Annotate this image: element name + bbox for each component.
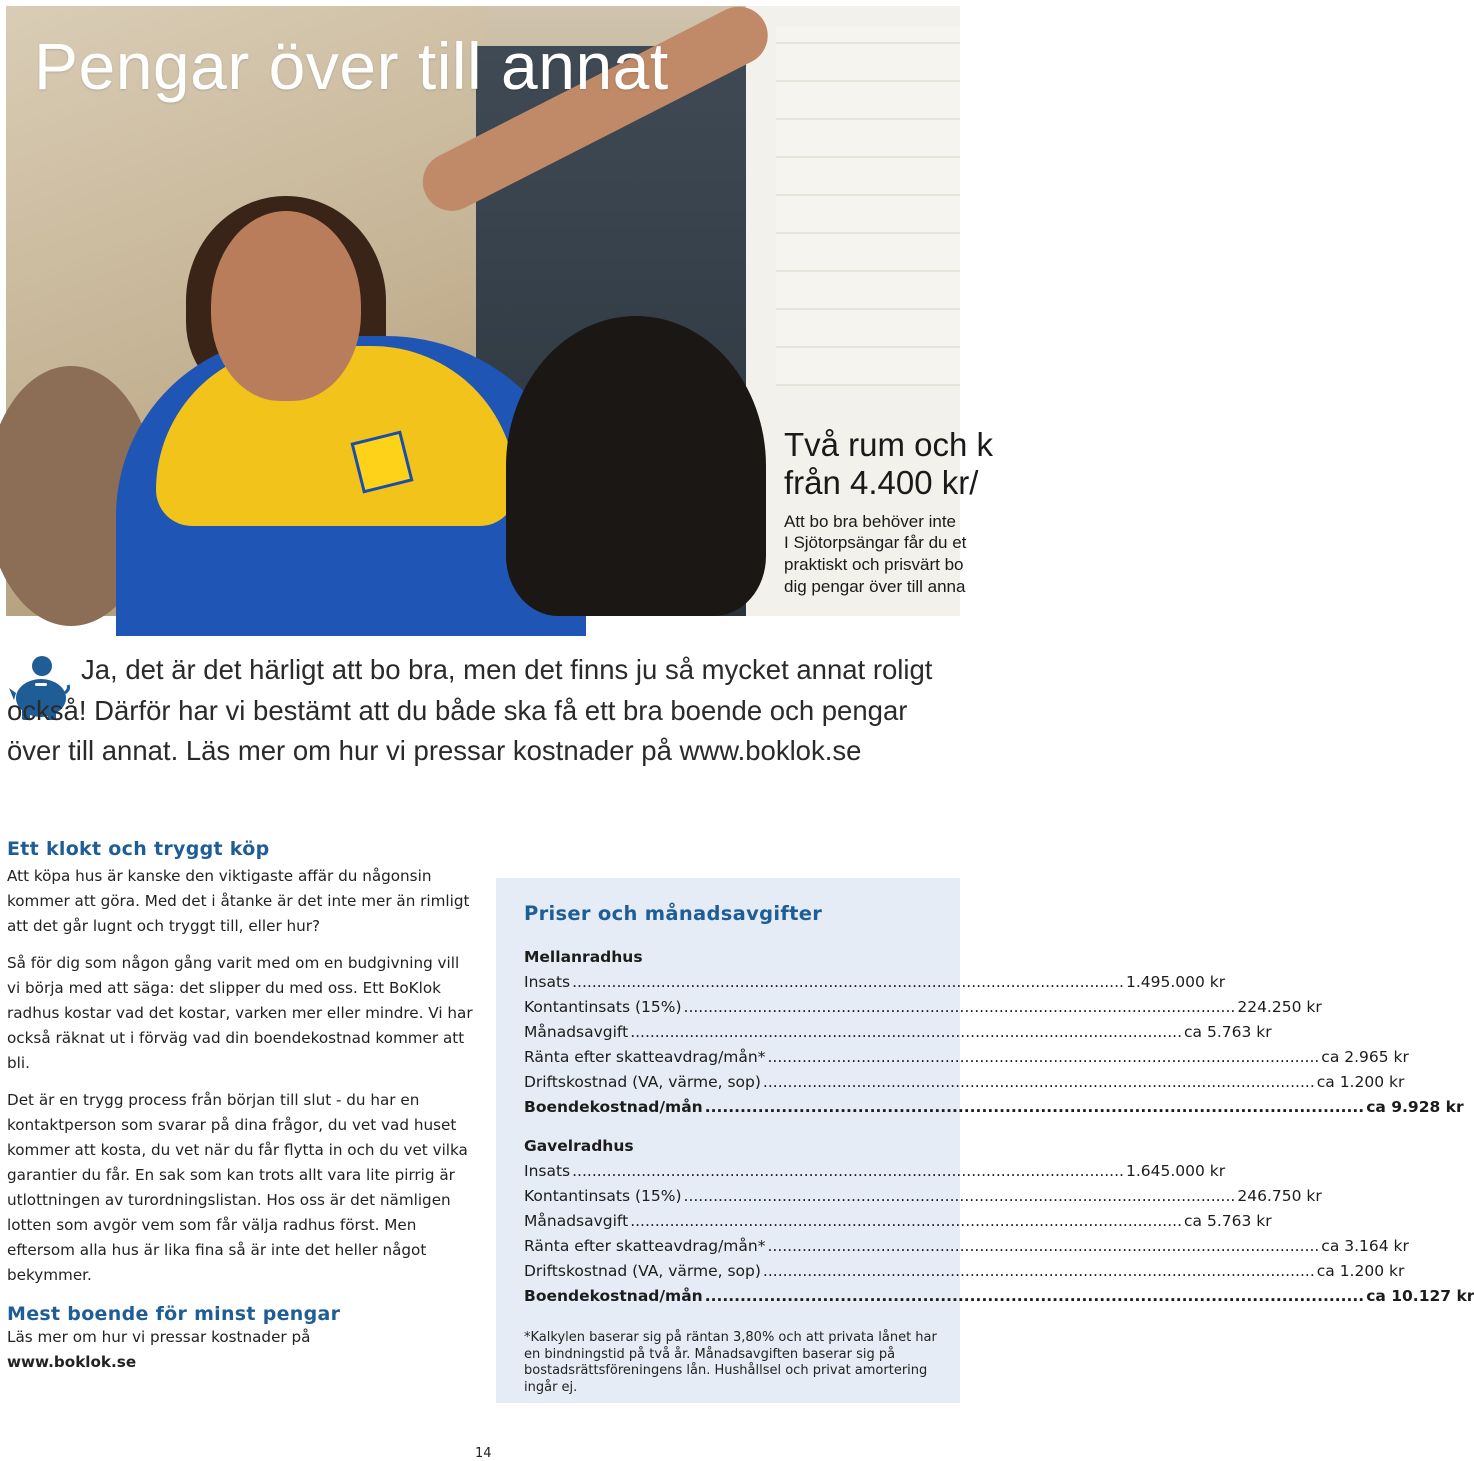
row-label: Driftskostnad (VA, värme, sop) [524,1262,761,1280]
row-label: Insats [524,1162,571,1180]
price-row-total [524,1095,1464,1120]
price-row [524,1184,1322,1209]
price-row [524,1234,1409,1259]
paragraph-3: Det är en trygg process från början till slut - du har en kontaktperson som svarar på dina frågor, du vet vad huset kommer att kosta, du vet när du får flytta in och du vet vilka garantier du får. En sak som kan trots allt vara lite pirrig är utlottningen av turordningslistan. Hos oss är det nämligen lotten som avgör vem som får välja radhus först. Men eftersom alla hus är lika fina så är inte det heller något bekymmer. [7,1091,468,1284]
row-value: ca 9.928 kr [1366,1098,1464,1116]
hero-photo [6,6,994,616]
poster-line-1: Att bo bra behöver inte [784,511,957,531]
photo-person-face [211,211,361,401]
price-box-heading: Priser och månadsavgifter [524,902,823,925]
price-row [524,1020,1272,1045]
group-title: Mellanradhus [524,948,643,966]
row-value: ca 1.200 kr [1316,1262,1405,1280]
page-number: 14 [475,1446,492,1461]
poster-headline-1: Två rum och k [784,426,994,463]
row-label: Ränta efter skatteavdrag/mån* [524,1237,766,1255]
photo-person-back-of-head [506,316,766,616]
row-value: 246.750 kr [1237,1187,1322,1205]
price-box [496,878,1474,1403]
row-label: Boendekostnad/mån [524,1287,703,1305]
price-row [524,970,1226,995]
poster-line-2: I Sjötorpsängar får du et [784,533,967,553]
price-group-gavelradhus [524,1134,1474,1309]
row-label: Ränta efter skatteavdrag/mån* [524,1048,766,1066]
row-value: ca 3.164 kr [1321,1237,1409,1255]
left-column [7,838,477,1375]
row-value: ca 2.965 kr [1321,1048,1409,1066]
row-label: Boendekostnad/mån [524,1098,703,1116]
row-label: Kontantinsats (15%) [524,1187,682,1205]
price-row [524,1159,1226,1184]
group-title: Gavelradhus [524,1137,634,1155]
row-value: ca 1.200 kr [1316,1073,1405,1091]
price-row [524,1209,1272,1234]
poster-line-4: dig pengar över till anna [784,576,966,596]
price-row [524,1070,1405,1095]
price-footnote: *Kalkylen baserar sig på räntan 3,80% och att privata lånet har en bindningstid på två år. Månadsavgiften baserar sig på bostadsrättsföreningens lån. Hushållsel och privat amortering ingår ej. [524,1330,937,1395]
price-row-total [524,1284,1474,1309]
poster-line-3: praktiskt och prisvärt bo [784,554,964,574]
heading-mest-boende: Mest boende för minst pengar [7,1303,341,1325]
paragraph-2: Så för dig som någon gång varit med om en budgivning vill vi börja med att säga: det slipper du med oss. Ett BoKlok radhus kostar vad det kostar, varken mer eller mindre. Vi har också räknat ut i förväg vad din boendekostnad kommer att bli. [7,954,473,1072]
photo-poster-text [784,426,994,596]
intro-text: Ja, det är det härligt att bo bra, men det finns ju så mycket annat roligt också! Därför har vi bestämt att du både ska få ett bra boende och pengar över till annat. Läs mer om hur vi pressar kostnader på www.boklok.se [7,654,933,766]
poster-headline-2: från 4.400 kr/ [784,463,979,501]
paragraph-4: Läs mer om hur vi pressar kostnader på [7,1328,311,1346]
price-row [524,1259,1405,1284]
row-label: Driftskostnad (VA, värme, sop) [524,1073,761,1091]
row-value: ca 5.763 kr [1184,1212,1272,1230]
row-value: 224.250 kr [1237,998,1322,1016]
page-title: Pengar över till annat [34,29,669,103]
price-row [524,1045,1409,1070]
heading-klokt-kop: Ett klokt och tryggt köp [7,838,270,860]
row-label: Insats [524,973,571,991]
row-label: Månadsavgift [524,1023,629,1041]
row-value: ca 5.763 kr [1184,1023,1272,1041]
row-value: 1.645.000 kr [1125,1162,1226,1180]
price-group-mellanradhus [524,945,1464,1120]
paragraph-1: Att köpa hus är kanske den viktigaste affär du någonsin kommer att göra. Med det i åtanke är det inte mer än rimligt att det går lugnt och tryggt till, eller hur? [7,867,470,935]
row-value: 1.495.000 kr [1125,973,1226,991]
price-row [524,995,1322,1020]
row-value: ca 10.127 kr [1366,1287,1474,1305]
row-label: Kontantinsats (15%) [524,998,682,1016]
website-link[interactable]: www.boklok.se [7,1353,137,1371]
photo-floor-plan [776,26,960,386]
row-label: Månadsavgift [524,1212,629,1230]
